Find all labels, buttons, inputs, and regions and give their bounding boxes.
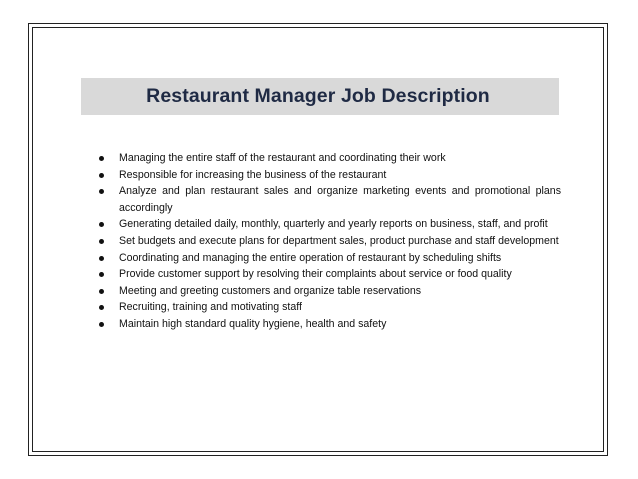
- list-item: [99, 299, 561, 316]
- list-item: [99, 233, 561, 250]
- list-item-text: Set budgets and execute plans for department sales, product purchase and staff development: [119, 234, 559, 247]
- list-item-text: Provide customer support by resolving their complaints about service or food quality: [119, 268, 512, 281]
- bullet-icon: [99, 256, 104, 261]
- list-item: [99, 283, 561, 300]
- list-item-text: Managing the entire staff of the restaurant and coordinating their work: [119, 152, 446, 164]
- list-item-text: Generating detailed daily, monthly, quarterly and yearly reports on business, staff, and profit: [119, 218, 548, 231]
- list-item: [99, 183, 561, 216]
- list-item-text: Coordinating and managing the entire operation of restaurant by scheduling shifts: [119, 251, 502, 264]
- list-item: [99, 216, 561, 233]
- bullet-icon: [99, 272, 104, 277]
- list-item-text: Analyze and plan restaurant sales and organize marketing events and promotional plans accordingly: [119, 185, 561, 214]
- document-title: Restaurant Manager Job Description: [146, 85, 490, 107]
- bullet-icon: [99, 189, 104, 194]
- bullet-icon: [99, 156, 104, 161]
- list-item: [99, 266, 561, 283]
- list-item: [99, 250, 561, 267]
- list-item-text: Maintain high standard quality hygiene, health and safety: [119, 317, 387, 330]
- list-item-text: Responsible for increasing the business of the restaurant: [119, 168, 387, 181]
- responsibilities-list: [99, 150, 561, 333]
- list-item-text: Meeting and greeting customers and organize table reservations: [119, 284, 422, 297]
- bullet-icon: [99, 222, 104, 227]
- list-item: [99, 167, 561, 184]
- bullet-icon: [99, 322, 104, 327]
- list-item-text: Recruiting, training and motivating staff: [119, 301, 302, 314]
- title-bar: [81, 78, 559, 115]
- bullet-icon: [99, 173, 104, 178]
- bullet-icon: [99, 305, 104, 310]
- list-item: [99, 316, 561, 333]
- bullet-icon: [99, 239, 104, 244]
- bullet-icon: [99, 289, 104, 294]
- list-item: [99, 150, 561, 167]
